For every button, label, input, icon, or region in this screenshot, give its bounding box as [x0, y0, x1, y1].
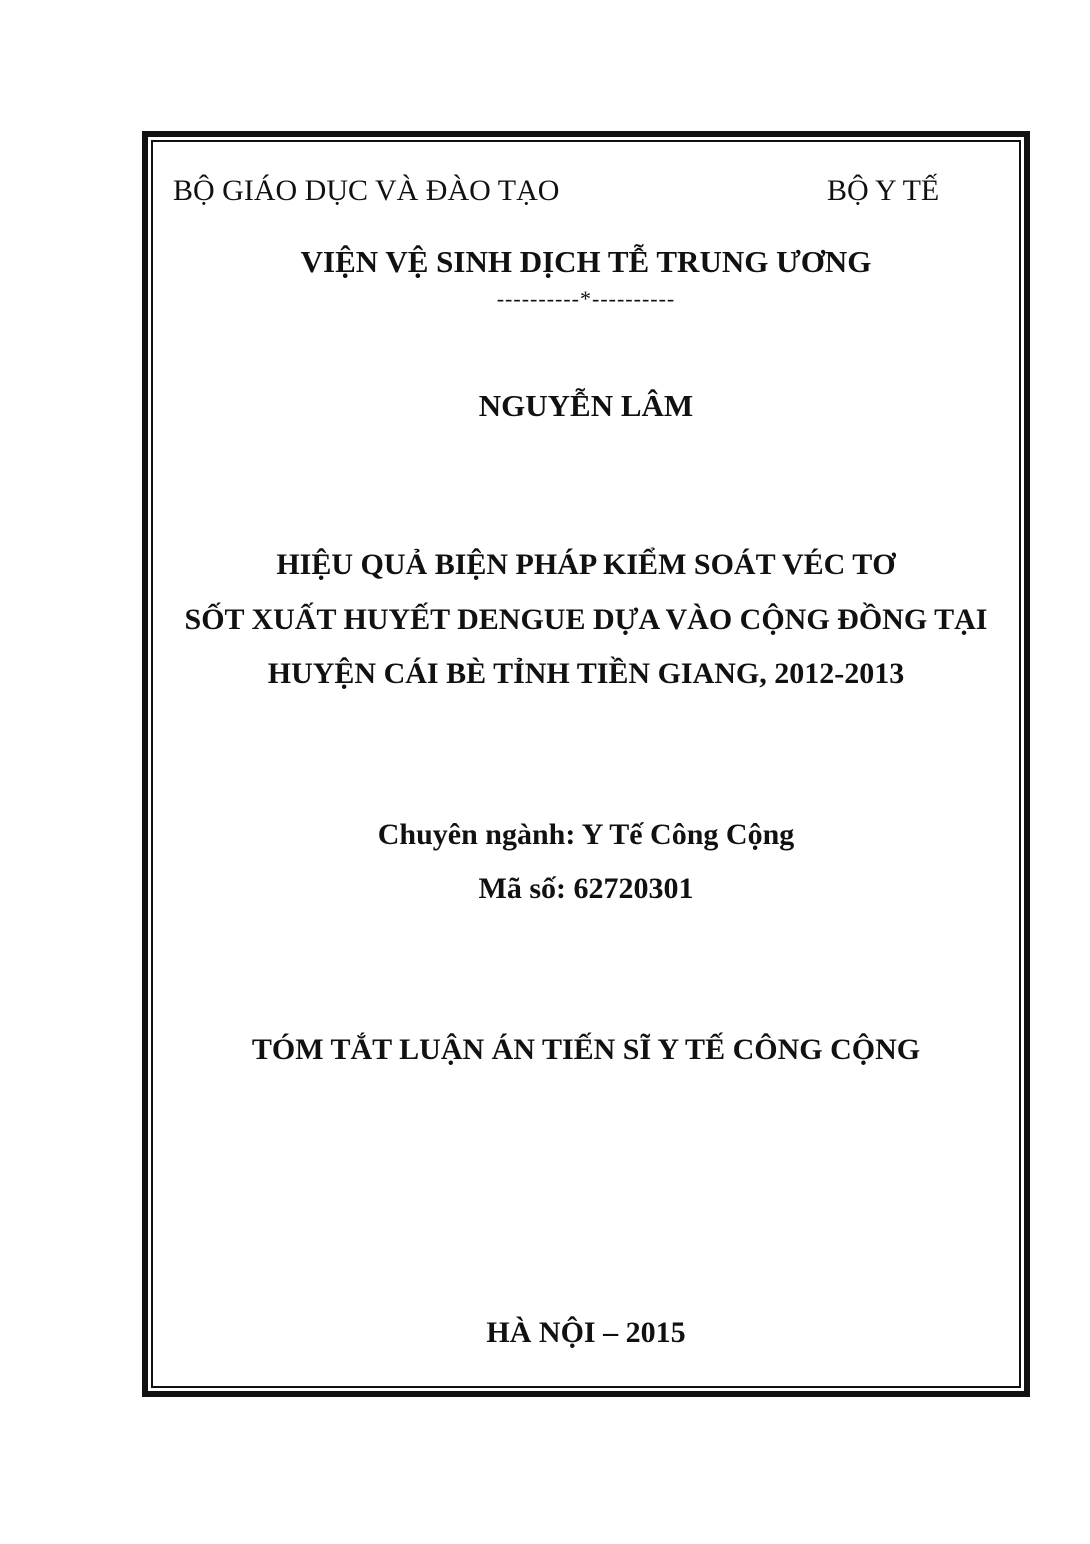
author-name: NGUYỄN LÂM [478, 388, 694, 423]
ministry-education: BỘ GIÁO DỤC VÀ ĐÀO TẠO [173, 174, 560, 207]
thesis-title-line-2: SỐT XUẤT HUYẾT DENGUE DỰA VÀO CỘNG ĐỒNG TẠI [184, 603, 988, 636]
thesis-title-line-3: HUYỆN CÁI BÈ TỈNH TIỀN GIANG, 2012-2013 [267, 657, 905, 690]
header-divider: ----------*---------- [496, 286, 676, 311]
specialty: Chuyên ngành: Y Tế Công Cộng [377, 818, 795, 851]
document-type: TÓM TẮT LUẬN ÁN TIẾN SĨ Y TẾ CÔNG CỘNG [251, 1033, 921, 1066]
place-and-year: HÀ NỘI – 2015 [486, 1316, 686, 1349]
specialty-code: Mã số: 62720301 [478, 872, 694, 905]
page-border-inner [151, 140, 1021, 1388]
institute-name: VIỆN VỆ SINH DỊCH TỄ TRUNG ƯƠNG [300, 244, 872, 279]
ministry-health: BỘ Y TẾ [827, 174, 940, 207]
thesis-title-line-1: HIỆU QUẢ BIỆN PHÁP KIỂM SOÁT VÉC TƠ [276, 548, 896, 581]
